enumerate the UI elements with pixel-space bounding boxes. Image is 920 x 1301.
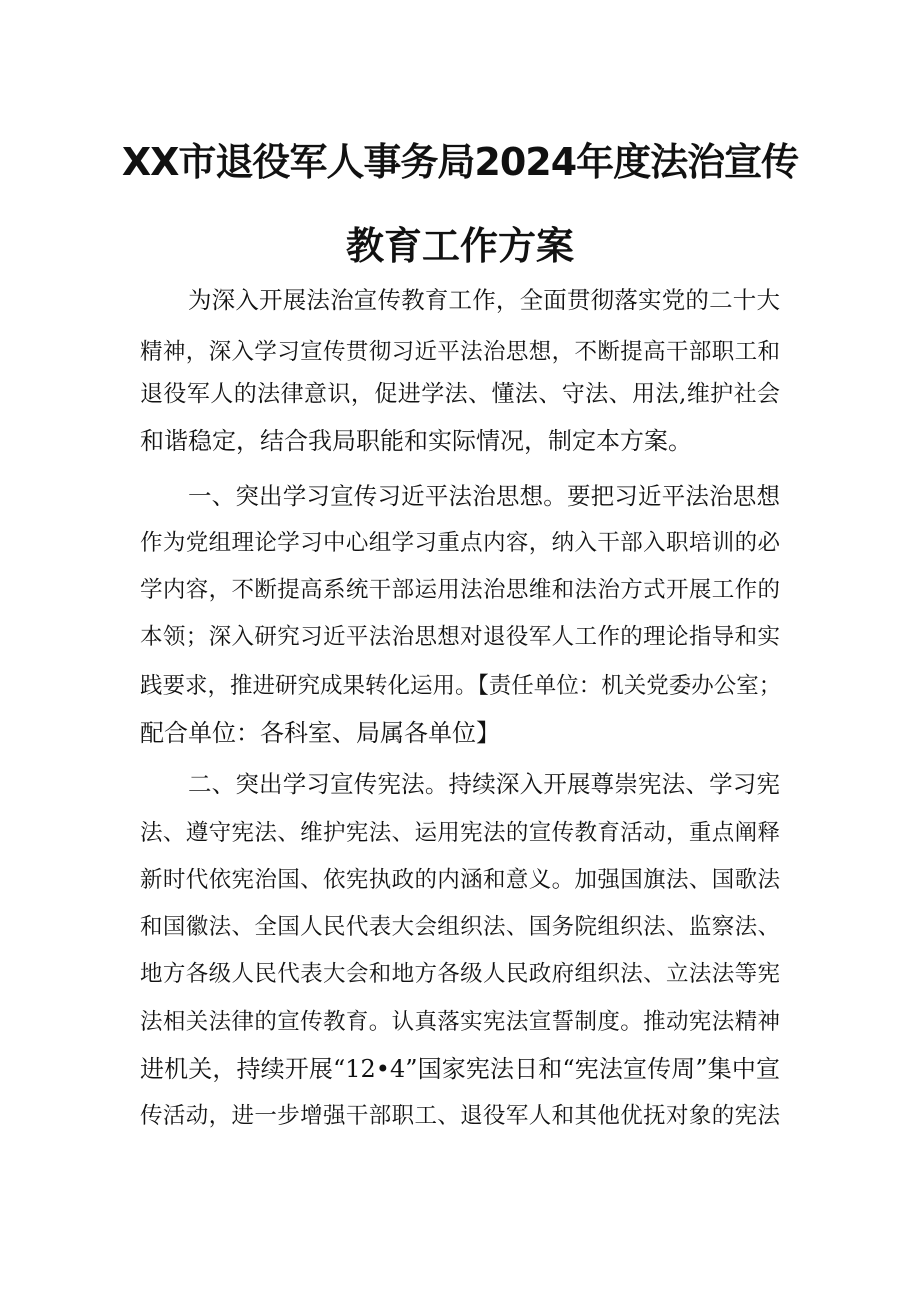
paragraph-2-line-1: 一、突出学习宣传习近平法治思想。要把习近平法治思想 <box>188 482 780 510</box>
document-title-line-2: 教育工作方案 <box>345 224 574 268</box>
paragraph-3-line-4: 和国徽法、全国人民代表大会组织法、国务院组织法、监察法、 <box>140 914 780 940</box>
paragraph-3-line-3: 新时代依宪治国、依宪执政的内涵和意义。加强国旗法、国歌法 <box>140 867 780 893</box>
paragraph-2-line-5: 践要求，推进研究成果转化运用。【责任单位：机关党委办公室； <box>140 673 782 699</box>
paragraph-3-line-6: 法相关法律的宣传教育。认真落实宪法宣誓制度。推动宪法精神 <box>140 1009 780 1035</box>
paragraph-2-line-3: 学内容，不断提高系统干部运用法治思维和法治方式开展工作的 <box>140 577 780 603</box>
paragraph-3-line-5: 地方各级人民代表大会和地方各级人民政府组织法、立法法等宪 <box>140 961 780 987</box>
paragraph-3-line-1: 二、突出学习宣传宪法。持续深入开展尊崇宪法、学习宪 <box>188 770 780 798</box>
document-title-line-1: XX市退役军人事务局2024年度法治宣传 <box>121 140 799 184</box>
paragraph-1-line-3: 退役军人的法律意识，促进学法、懂法、守法、用法,维护社会 <box>140 381 780 407</box>
paragraph-2-line-4: 本领；深入研究习近平法治思想对退役军人工作的理论指导和实 <box>140 624 780 650</box>
paragraph-3-line-8: 传活动，进一步增强干部职工、退役军人和其他优抚对象的宪法 <box>140 1103 780 1129</box>
paragraph-3-line-7: 进机关，持续开展“12•4”国家宪法日和“宪法宣传周”集中宣 <box>140 1055 780 1083</box>
paragraph-1-line-2: 精神，深入学习宣传贯彻习近平法治思想，不断提高干部职工和 <box>140 339 780 365</box>
paragraph-1-line-4: 和谐稳定，结合我局职能和实际情况，制定本方案。 <box>140 427 692 455</box>
paragraph-1-line-1: 为深入开展法治宣传教育工作，全面贯彻落实党的二十大 <box>188 286 780 314</box>
paragraph-2-line-6: 配合单位：各科室、局属各单位】 <box>140 719 500 747</box>
paragraph-3-line-2: 法、遵守宪法、维护宪法、运用宪法的宣传教育活动，重点阐释 <box>140 820 780 846</box>
paragraph-2-line-2: 作为党组理论学习中心组学习重点内容，纳入干部入职培训的必 <box>140 530 780 556</box>
